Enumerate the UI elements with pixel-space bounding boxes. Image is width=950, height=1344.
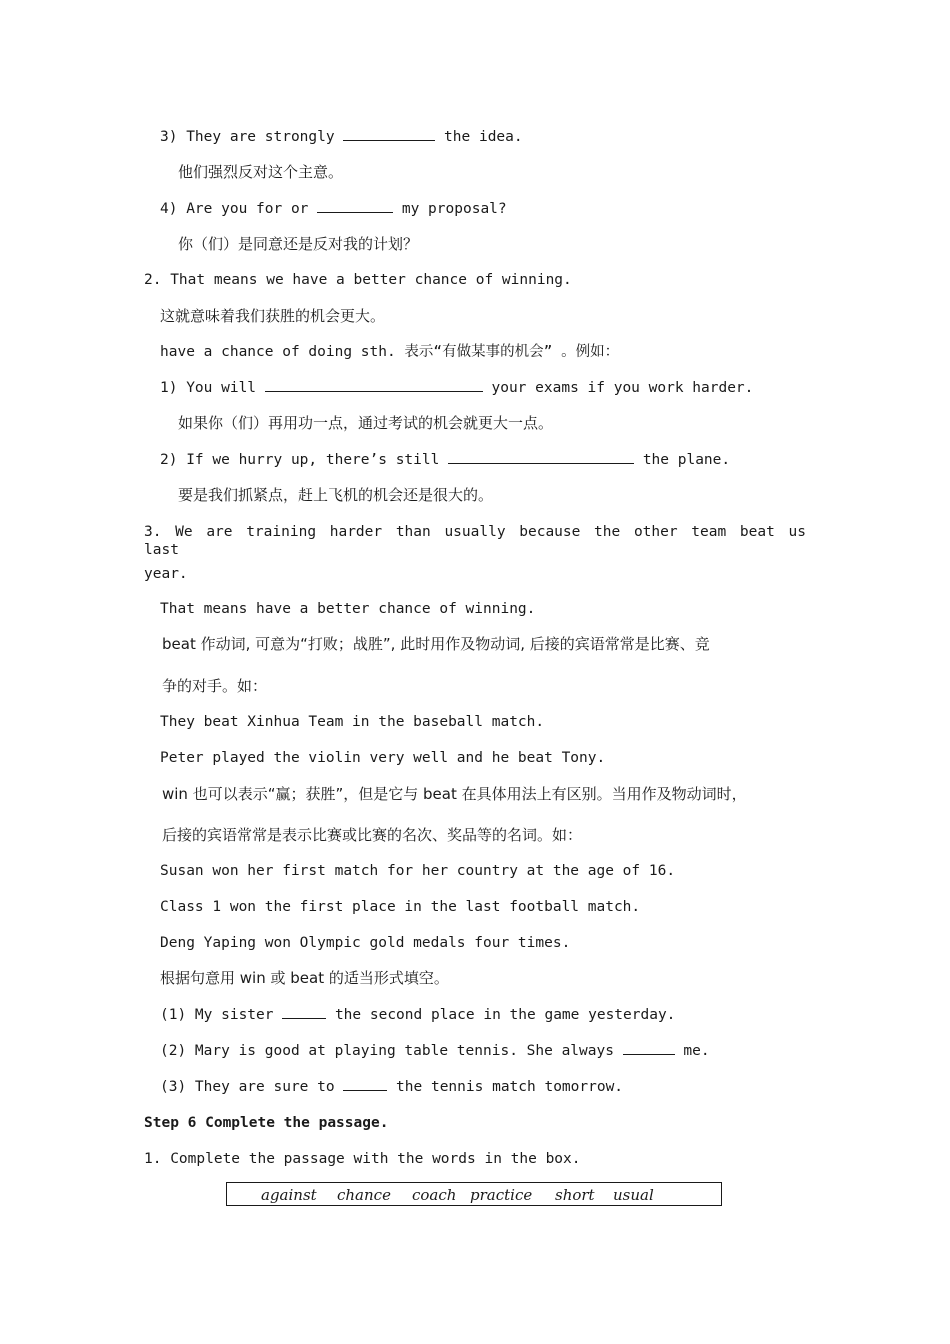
section-heading: 3. We are training harder than usually because the other team beat us last	[144, 524, 806, 558]
translation-line: 要是我们抓紧点，赶上飞机的机会还是很大的。	[178, 486, 494, 504]
usage-note: win 也可以表示“赢；获胜”，但是它与 beat 在具体用法上有区别。当用作及物动词时，	[162, 785, 747, 803]
text: the tennis match tomorrow.	[387, 1079, 624, 1095]
translation-line: 你（们）是同意还是反对我的计划？	[178, 235, 419, 253]
example-line: That means have a better chance of winning.	[160, 601, 536, 617]
translation-line: 他们强烈反对这个主意。	[178, 163, 344, 181]
word-box-item: against	[261, 1186, 317, 1204]
usage-note: 争的对手。如：	[162, 677, 268, 695]
example-line: Peter played the violin very well and he beat Tony.	[160, 750, 606, 766]
answer-blank[interactable]	[343, 128, 435, 141]
example-line	[160, 128, 523, 146]
usage-note: 后接的宾语常常是表示比赛或比赛的名次、奖品等的名词。如：	[162, 826, 583, 844]
example-line	[160, 200, 507, 218]
section-heading-continued: year.	[144, 566, 188, 582]
text: my proposal?	[393, 201, 507, 217]
translation-line: 如果你（们）再用功一点，通过考试的机会就更大一点。	[178, 414, 554, 432]
text: (3) They are sure to	[160, 1079, 344, 1095]
answer-blank[interactable]	[343, 1078, 387, 1091]
word-box-item: usual	[613, 1186, 654, 1204]
word-box-item: chance	[337, 1186, 391, 1204]
text: me.	[674, 1043, 710, 1059]
section-heading: 2. That means we have a better chance of winning.	[144, 272, 572, 288]
word-box	[226, 1182, 722, 1206]
example-line	[160, 379, 753, 397]
example-line: Class 1 won the first place in the last football match.	[160, 899, 641, 915]
text: 3) They are strongly	[160, 129, 344, 145]
example-line: They beat Xinhua Team in the baseball match.	[160, 714, 545, 730]
exercise-item	[160, 1006, 675, 1024]
text: 2) If we hurry up, there’s still	[160, 452, 449, 468]
example-line: Susan won her first match for her country at the age of 16.	[160, 863, 676, 879]
word-box-item: short	[555, 1186, 595, 1204]
word-box-item: practice	[470, 1186, 533, 1204]
exercise-item	[160, 1042, 710, 1060]
answer-blank[interactable]	[265, 379, 483, 392]
text: the second place in the game yesterday.	[326, 1007, 676, 1023]
translation-line: 这就意味着我们获胜的机会更大。	[160, 307, 386, 325]
text: (1) My sister	[160, 1007, 283, 1023]
usage-note: have a chance of doing sth. 表示“有做某事的机会” 。例如：	[160, 344, 620, 360]
exercise-item	[160, 1078, 623, 1096]
text: (2) Mary is good at playing table tennis. She always	[160, 1043, 623, 1059]
step-heading: Step 6 Complete the passage.	[144, 1115, 389, 1131]
example-line: Deng Yaping won Olympic gold medals four times.	[160, 935, 571, 951]
text: 4) Are you for or	[160, 201, 318, 217]
word-box-item: coach	[412, 1186, 457, 1204]
answer-blank[interactable]	[282, 1006, 326, 1019]
text: 1) You will	[160, 380, 265, 396]
usage-note: beat 作动词, 可意为“打败；战胜”, 此时用作及物动词, 后接的宾语常常是比赛、竞	[162, 635, 710, 653]
answer-blank[interactable]	[448, 451, 634, 464]
example-line	[160, 451, 730, 469]
text: the plane.	[634, 452, 731, 468]
exercise-instruction: 根据句意用 win 或 beat 的适当形式填空。	[160, 969, 449, 987]
answer-blank[interactable]	[623, 1042, 675, 1055]
task-instruction: 1. Complete the passage with the words in the box.	[144, 1151, 581, 1167]
answer-blank[interactable]	[317, 200, 393, 213]
text: the idea.	[435, 129, 523, 145]
text: your exams if you work harder.	[482, 380, 754, 396]
